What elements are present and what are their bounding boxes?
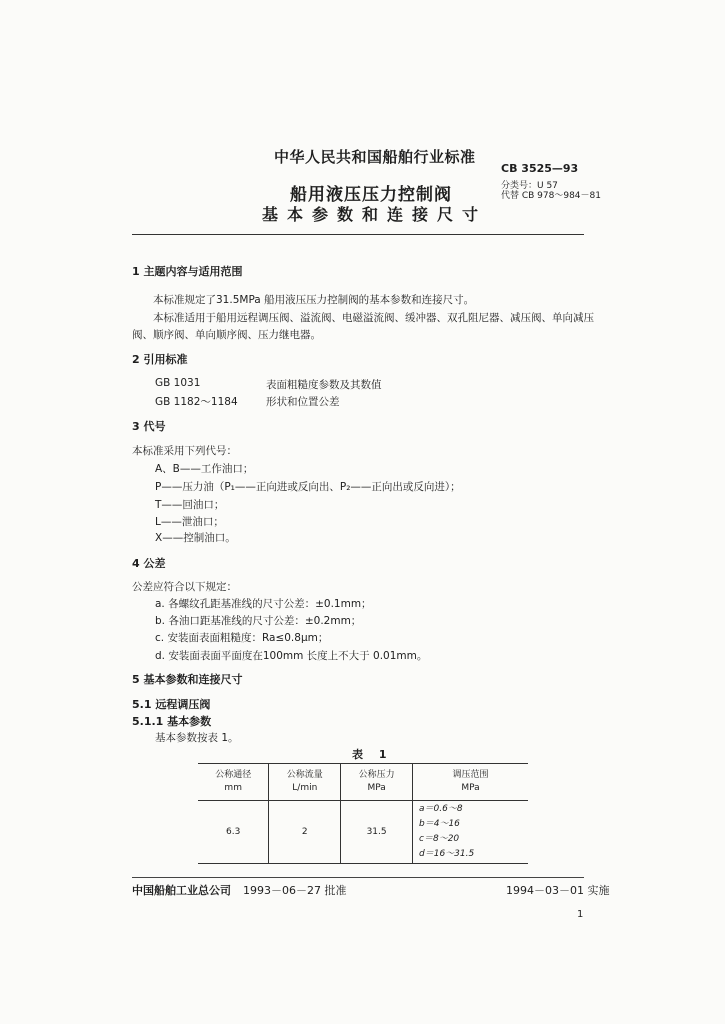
- cell-pressure: 31.5: [341, 801, 413, 864]
- ref-title-1: 表面粗糙度参数及其数值: [266, 379, 382, 391]
- tolerance-item: a. 各螺纹孔距基准线的尺寸公差：±0.1mm；: [155, 598, 372, 610]
- header-flow: 公称流量 L/min: [269, 764, 341, 801]
- section-1-para2-line1: 本标准适用于船用远程调压阀、溢流阀、电磁溢流阀、缓冲器、双孔阻尼器、减压阀、单向减压: [153, 312, 594, 324]
- header-range: 调压范围 MPa: [413, 764, 528, 801]
- cell-range: [413, 801, 528, 864]
- cell-flow: 2: [269, 801, 341, 864]
- section-2-heading: 2 引用标准: [132, 353, 188, 366]
- ref-title-2: 形状和位置公差: [266, 396, 340, 408]
- section-5-heading: 5 基本参数和连接尺寸: [132, 673, 243, 686]
- ref-code-1: GB 1031: [155, 377, 201, 389]
- table-header-row: [198, 764, 528, 801]
- range-b: b＝4～16: [419, 819, 460, 829]
- code-item: P——压力油（P₁——正向进或反向出、P₂——正向出或反向进）；: [155, 481, 461, 493]
- header-pressure: 公称压力 MPa: [341, 764, 413, 801]
- parameters-table: [198, 763, 528, 864]
- range-a: a＝0.6～8: [419, 804, 463, 814]
- approval-date: 1993－06－27 批准: [243, 884, 347, 897]
- standard-code: CB 3525—93: [501, 162, 579, 175]
- code-item: A、B——工作油口；: [155, 463, 254, 475]
- document-title-line2: 基本参数和连接尺寸: [262, 205, 488, 224]
- tolerance-item: b. 各油口距基准线的尺寸公差：±0.2mm；: [155, 615, 362, 627]
- section-4-intro: 公差应符合以下规定：: [132, 581, 237, 593]
- tolerance-item: d. 安装面表面平面度在100mm 长度上不大于 0.01mm。: [155, 650, 428, 662]
- range-d: d＝16～31.5: [419, 849, 475, 859]
- table-row: [198, 801, 528, 864]
- classification-code: 分类号：U 57: [501, 181, 558, 191]
- header-divider: [132, 234, 584, 235]
- tolerance-item: c. 安装面表面粗糙度：Ra≤0.8μm；: [155, 632, 329, 644]
- implementation-date: 1994－03－01 实施: [506, 884, 610, 897]
- cell-diameter: 6.3: [226, 827, 241, 837]
- section-3-intro: 本标准采用下列代号：: [132, 445, 237, 457]
- code-item: L——泄油口；: [155, 516, 224, 528]
- section-4-heading: 4 公差: [132, 557, 166, 570]
- section-1-para2-line2: 阀、顺序阀、单向顺序阀、压力继电器。: [132, 329, 321, 341]
- section-1-heading: 1 主题内容与适用范围: [132, 265, 243, 278]
- publisher: 中国船舶工业总公司: [132, 884, 231, 897]
- subsection-5-1-1-text: 基本参数按表 1。: [155, 732, 239, 744]
- replaces-code: 代替 CB 978～984－81: [501, 191, 601, 201]
- header-diameter: 公称通径 mm: [198, 764, 269, 801]
- ref-code-2: GB 1182～1184: [155, 396, 238, 408]
- table-caption: 表 1: [352, 748, 393, 761]
- subsection-5-1-heading: 5.1 远程调压阀: [132, 698, 211, 711]
- code-item: X——控制油口。: [155, 532, 236, 544]
- subsection-5-1-1-heading: 5.1.1 基本参数: [132, 715, 212, 728]
- issuing-body-title: 中华人民共和国船舶行业标准: [274, 148, 476, 166]
- section-3-heading: 3 代号: [132, 420, 166, 433]
- range-c: c＝8～20: [419, 834, 460, 844]
- page-number: 1: [577, 909, 584, 920]
- section-1-para1: 本标准规定了31.5MPa 船用液压压力控制阀的基本参数和连接尺寸。: [153, 294, 475, 306]
- document-title-line1: 船用液压压力控制阀: [290, 185, 452, 205]
- code-item: T——回油口；: [155, 499, 225, 511]
- footer-divider: [132, 877, 584, 878]
